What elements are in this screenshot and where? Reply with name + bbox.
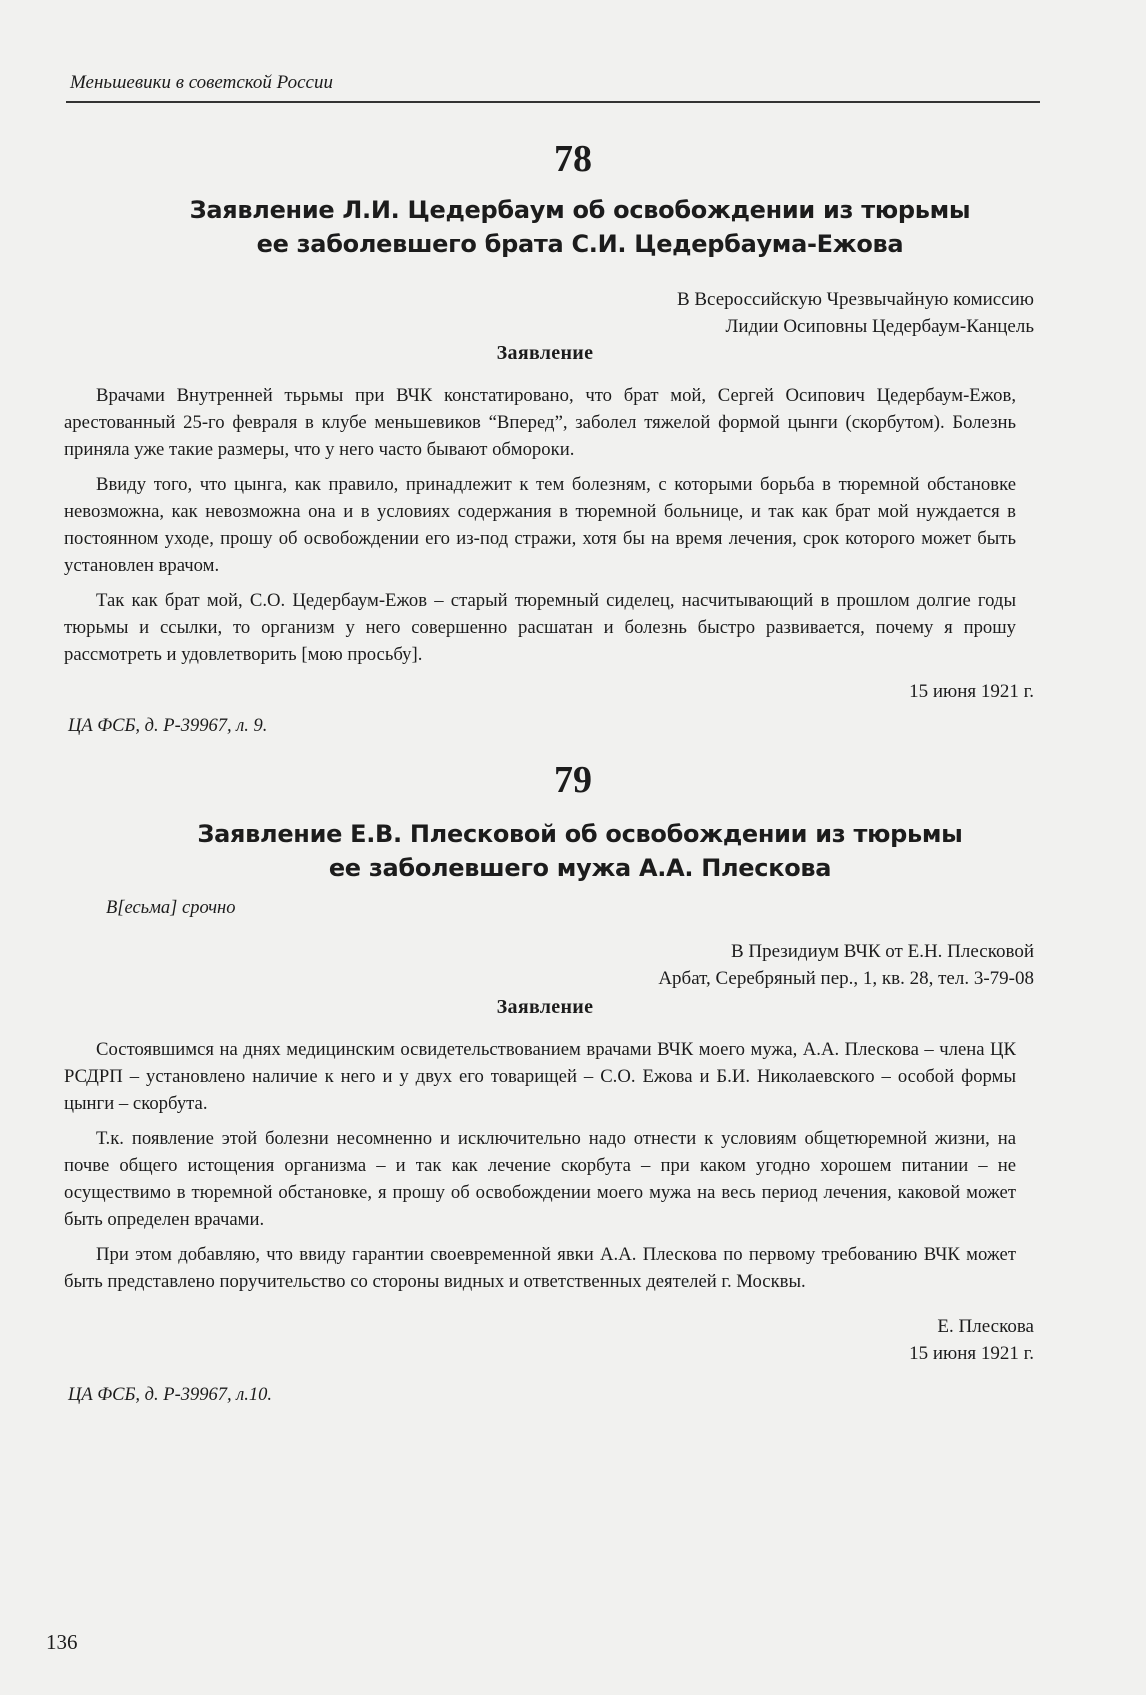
date-line: 15 июня 1921 г.: [909, 1343, 1034, 1364]
date-line: 15 июня 1921 г.: [909, 681, 1034, 702]
page-number: 136: [46, 1630, 78, 1654]
urgency-note: В[есьма] срочно: [106, 898, 236, 918]
title-line: Заявление Е.В. Плесковой об освобождении из тюрьмы: [197, 820, 963, 848]
signature: Е. Плескова: [937, 1316, 1034, 1337]
paragraph: Ввиду того, что цынга, как правило, принадлежит к тем болезням, с которыми борьба в тюремной обстановке невозможна, как невозможна она и в условиях содержания в тюремной больнице, и так как брат мой нуждается в постоянном уходе, прошу об освобождении его из-под стражи, хотя бы на время лечения, срок которого может быть установлен врачом.: [64, 474, 1016, 576]
title-line: ее заболевшего брата С.И. Цедербаума-Ежова: [256, 230, 904, 258]
document-number-78: 78: [554, 138, 592, 180]
statement-heading-79: Заявление: [496, 996, 594, 1018]
document-title-79: [80, 817, 1080, 885]
paragraph: Врачами Внутренней тьрьмы при ВЧК констатировано, что брат мой, Сергей Осипович Цедербаум-Ежов, арестованный 25-го февраля в клубе меньшевиков “Вперед”, заболел тяжелой формой цынги (скорбутом). Болезнь приняла уже такие размеры, что у него часто бывают обмороки.: [64, 385, 1016, 460]
addressee-line: В Президиум ВЧК от Е.Н. Плесковой: [730, 941, 1034, 962]
paragraph: Так как брат мой, С.О. Цедербаум-Ежов – старый тюремный сиделец, насчитывающий в прошлом долгие годы тюрьмы и ссылки, то организм у него совершенно расшатан и болезнь быстро развивается, почему я прошу рассмотреть и удовлетворить [мою просьбу].: [64, 590, 1016, 665]
header-rule: [66, 101, 1040, 103]
running-title: Меньшевики в советской России: [70, 72, 333, 93]
addressee-line: В Всероссийскую Чрезвычайную комиссию: [676, 289, 1034, 310]
addressee-block-79: [658, 938, 1034, 992]
archive-source-78: ЦА ФСБ, д. Р-39967, л. 9.: [68, 716, 268, 736]
statement-body-78: [64, 382, 1016, 676]
statement-heading-78: Заявление: [496, 342, 594, 364]
document-title-78: [80, 193, 1080, 261]
title-line: Заявление Л.И. Цедербаум об освобождении из тюрьмы: [189, 196, 971, 224]
document-number-79: 79: [554, 759, 592, 801]
statement-body-79: [64, 1036, 1016, 1303]
paragraph: При этом добавляю, что ввиду гарантии своевременной явки А.А. Плескова по первому требованию ВЧК может быть представлено поручительство со стороны видных и ответственных деятелей г. Москвы.: [64, 1244, 1016, 1292]
addressee-block-78: [677, 286, 1034, 340]
archive-source-79: ЦА ФСБ, д. Р-39967, л.10.: [68, 1385, 273, 1405]
addressee-line: Лидии Осиповны Цедербаум-Канцель: [725, 316, 1034, 337]
paragraph: Т.к. появление этой болезни несомненно и исключительно надо отнести к условиям общетюремной жизни, на почве общего истощения организма – и так как лечение скорбута – при каком угодно хорошем питании – не осуществимо в тюремной обстановке, я прошу об освобождении моего мужа на весь период лечения, каковой может быть определен врачами.: [64, 1128, 1016, 1230]
title-line: ее заболевшего мужа А.А. Плескова: [328, 854, 832, 882]
paragraph: Состоявшимся на днях медицинским освидетельствованием врачами ВЧК моего мужа, А.А. Плескова – члена ЦК РСДРП – установлено наличие к него и у двух его товарищей – С.О. Ежова и Б.И. Николаевского – особой формы цынги – скорбута.: [64, 1039, 1016, 1114]
date-78: [909, 678, 1034, 705]
addressee-line: Арбат, Серебряный пер., 1, кв. 28, тел. 3-79-08: [658, 968, 1034, 989]
signature-block-79: [909, 1313, 1034, 1367]
